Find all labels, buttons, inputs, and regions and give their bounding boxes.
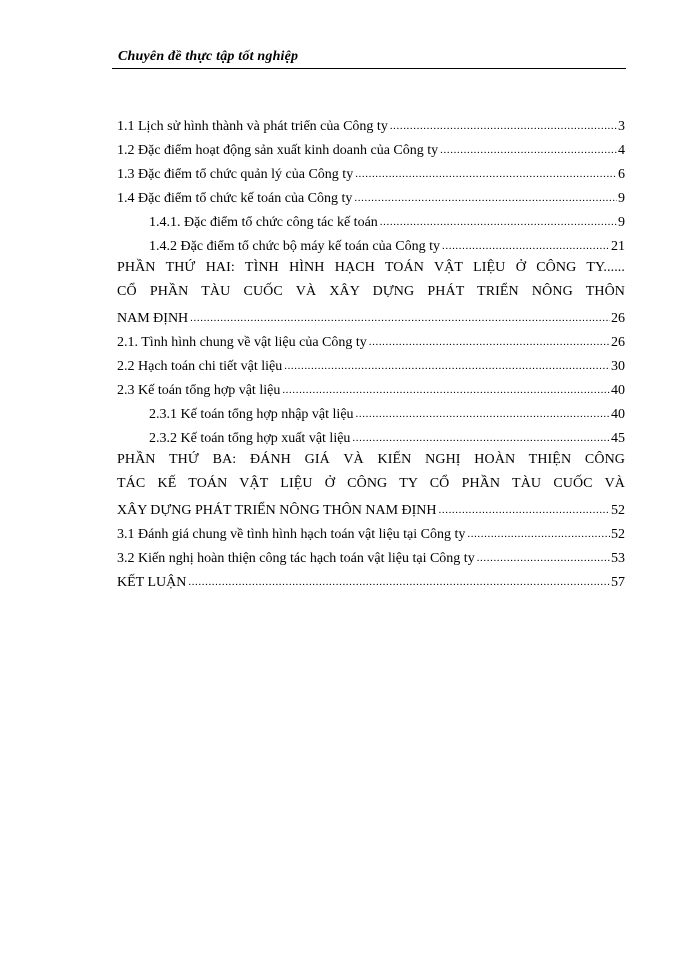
toc-leader-dots <box>284 359 610 373</box>
toc-entry[interactable] <box>117 208 625 232</box>
toc-section-1 <box>117 112 625 256</box>
toc-entry[interactable] <box>117 184 625 208</box>
toc-page-number: 9 <box>618 215 625 230</box>
toc-page-number: 26 <box>611 311 625 326</box>
toc-entry[interactable] <box>117 112 625 136</box>
page-header <box>112 46 626 69</box>
toc-leader-dots <box>477 551 610 565</box>
toc-page-number: 9 <box>618 191 625 206</box>
toc-entry-label: KẾT LUẬN <box>117 575 187 590</box>
part-two-line-1: PHẦN THỨ HAI: TÌNH HÌNH HẠCH TOÁN VẬT LIỆU Ở CÔNG TY...... <box>117 260 625 275</box>
toc-entry[interactable] <box>117 544 625 568</box>
toc-entry[interactable] <box>117 160 625 184</box>
toc-page-number: 26 <box>611 335 625 350</box>
toc-page-number: 45 <box>611 431 625 446</box>
toc-entry-label: 3.1 Đánh giá chung về tình hình hạch toán vật liệu tại Công ty <box>117 527 466 542</box>
toc-entry-label: 1.3 Đặc điểm tổ chức quản lý của Công ty <box>117 167 354 182</box>
toc-leader-dots <box>352 431 610 445</box>
part-three-line-2: TÁC KẾ TOÁN VẬT LIỆU Ở CÔNG TY CỔ PHẦN TÀU CUỐC VÀ <box>117 476 625 491</box>
toc-entry-label: 2.3.1 Kế toán tổng hợp nhập vật liệu <box>149 407 354 422</box>
toc-leader-dots <box>440 143 617 157</box>
toc-entry[interactable] <box>117 304 625 328</box>
toc-entry-label: 2.2 Hạch toán chi tiết vật liệu <box>117 359 283 374</box>
toc-entry-label: 3.2 Kiến nghị hoàn thiện công tác hạch toán vật liệu tại Công ty <box>117 551 475 566</box>
toc-entry-label: 1.4.1. Đặc điểm tổ chức công tác kế toán <box>149 215 378 230</box>
toc-entry[interactable] <box>117 376 625 400</box>
toc-part-two <box>117 256 625 328</box>
toc-page-number: 40 <box>611 383 625 398</box>
toc-entry-label: 1.1 Lịch sử hình thành và phát triển của Công ty <box>117 119 388 134</box>
toc-page-number: 3 <box>618 119 625 134</box>
part-three-line-1: PHẦN THỨ BA: ĐÁNH GIÁ VÀ KIẾN NGHỊ HOÀN THIỆN CÔNG <box>117 452 625 467</box>
toc-leader-dots <box>442 239 610 253</box>
toc-leader-dots <box>354 191 617 205</box>
toc-leader-dots <box>355 167 617 181</box>
toc-page-number: 21 <box>611 239 625 254</box>
toc-leader-dots <box>380 215 617 229</box>
part-two-line-2: CỔ PHẦN TÀU CUỐC VÀ XÂY DỰNG PHÁT TRIỂN NÔNG THÔN <box>117 284 625 299</box>
toc-entry[interactable] <box>117 496 625 520</box>
toc-section-3 <box>117 520 625 592</box>
toc-entry-label: 2.1. Tình hình chung về vật liệu của Công ty <box>117 335 367 350</box>
toc-entry-label: XÂY DỰNG PHÁT TRIỂN NÔNG THÔN NAM ĐỊNH <box>117 503 437 518</box>
toc-page-number: 57 <box>611 575 625 590</box>
toc-entry-label: 1.4.2 Đặc điểm tổ chức bộ máy kế toán của Công ty <box>149 239 441 254</box>
toc-page-number: 52 <box>611 503 625 518</box>
toc-entry[interactable] <box>117 520 625 544</box>
toc-leader-dots <box>439 503 610 517</box>
toc-entry-label: NAM ĐỊNH <box>117 311 189 326</box>
toc-page-number: 40 <box>611 407 625 422</box>
toc-entry-label: 1.2 Đặc điểm hoạt động sản xuất kinh doanh của Công ty <box>117 143 439 158</box>
toc-page-number: 52 <box>611 527 625 542</box>
toc-entry[interactable] <box>117 232 625 256</box>
toc-page-number: 30 <box>611 359 625 374</box>
table-of-contents <box>117 112 625 592</box>
toc-page-number: 53 <box>611 551 625 566</box>
toc-section-2 <box>117 328 625 448</box>
toc-part-three <box>117 448 625 520</box>
toc-leader-dots <box>282 383 610 397</box>
toc-leader-dots <box>467 527 610 541</box>
toc-entry[interactable] <box>117 328 625 352</box>
toc-entry[interactable] <box>117 568 625 592</box>
toc-page-number: 4 <box>618 143 625 158</box>
toc-entry-label: 2.3 Kế toán tổng hợp vật liệu <box>117 383 281 398</box>
toc-page-number: 6 <box>618 167 625 182</box>
toc-entry[interactable] <box>117 424 625 448</box>
toc-leader-dots <box>190 311 610 325</box>
toc-leader-dots <box>369 335 610 349</box>
header-title: Chuyên đề thực tập tốt nghiệp <box>118 49 299 64</box>
toc-entry-label: 1.4 Đặc điểm tổ chức kế toán của Công ty <box>117 191 353 206</box>
toc-entry-label: 2.3.2 Kế toán tổng hợp xuất vật liệu <box>149 431 351 446</box>
toc-leader-dots <box>356 407 610 421</box>
toc-leader-dots <box>188 575 610 589</box>
toc-leader-dots <box>390 119 617 133</box>
toc-entry[interactable] <box>117 136 625 160</box>
toc-entry[interactable] <box>117 352 625 376</box>
toc-entry[interactable] <box>117 400 625 424</box>
